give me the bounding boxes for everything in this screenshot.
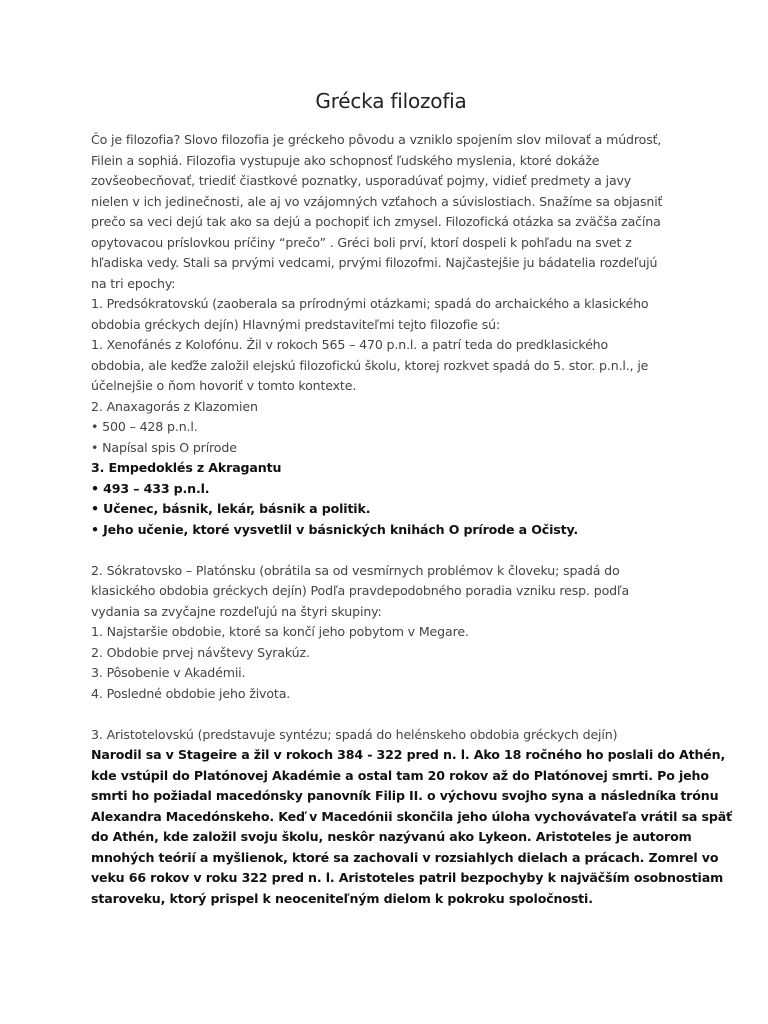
document-body bbox=[91, 130, 732, 909]
text-line: Alexandra Macedónskeho. Keď v Macedónii skončila jeho úloha vychovávateľa vrátil sa späť bbox=[91, 808, 732, 824]
text-line: opytovacou príslovkou príčiny “prečo” . Gréci boli prví, ktorí dospeli k pohľadu na svet z bbox=[91, 234, 632, 250]
text-line: zovšeobecňovať, triediť čiastkové poznatky, usporadúvať pojmy, vidieť predmety a javy bbox=[91, 173, 632, 188]
text-line: veku 66 rokov v roku 322 pred n. l. Aristoteles patril bezpochyby k najväčším osobnostiam bbox=[91, 870, 724, 885]
text-line: nielen v ich jedinečnosti, ale aj vo vzájomných vzťahoch a súvislostiach. Snažíme sa objasniť bbox=[91, 193, 663, 209]
text-line: 1. Najstaršie obdobie, ktoré sa končí jeho pobytom v Megare. bbox=[91, 624, 469, 639]
text-line: účelnejšie o ňom hovoriť v tomto kontexte. bbox=[91, 378, 357, 393]
text-line: staroveku, ktorý prispel k neoceniteľným dielom k pokroku spoločnosti. bbox=[91, 890, 593, 906]
document-title: Grécka filozofia bbox=[315, 89, 467, 113]
text-line: • Učenec, básnik, lekár, básnik a politik. bbox=[91, 501, 371, 516]
text-line: obdobia, ale keďže založil elejskú filozofickú školu, ktorej rozkvet spadá do 5. stor. p.n.l., je bbox=[91, 357, 649, 373]
text-line: kde vstúpil do Platónovej Akadémie a ostal tam 20 rokov až do Platónovej smrti. Po jeho bbox=[91, 767, 709, 783]
text-line: 2. Anaxagorás z Klazomien bbox=[91, 398, 258, 414]
text-line: 2. Obdobie prvej návštevy Syrakúz. bbox=[91, 644, 310, 660]
text-line: • Jeho učenie, ktoré vysvetlil v básnických knihách O prírode a Očisty. bbox=[91, 521, 579, 537]
text-line: smrti ho požiadal macedónsky panovník Filip II. o výchovu svojho syna a následníka trónu bbox=[91, 788, 719, 803]
document-page bbox=[91, 88, 732, 909]
text-line: • 493 – 433 p.n.l. bbox=[91, 480, 210, 496]
text-line: 2. Sókratovsko – Platónsku (obrátila sa od vesmírnych problémov k človeku; spadá do bbox=[91, 562, 620, 578]
text-line: hľadiska vedy. Stali sa prvými vedcami, prvými filozofmi. Najčastejšie ju bádatelia rozdeľujú bbox=[91, 255, 658, 270]
paragraph-gap bbox=[91, 704, 691, 725]
text-line: mnohých teórií a myšlienok, ktoré sa zachovali v rozsiahlych dielach a prácach. Zomrel vo bbox=[91, 849, 719, 865]
text-line: Čo je filozofia? Slovo filozofia je gréckeho pôvodu a vzniklo spojením slov milovať a múdrosť, bbox=[91, 132, 662, 147]
text-line: 3. Aristotelovskú (predstavuje syntézu; spadá do helénskeho obdobia gréckych dejín) bbox=[91, 726, 618, 742]
text-line: obdobia gréckych dejín) Hlavnými predstaviteľmi tejto filozofie sú: bbox=[91, 316, 501, 332]
text-line: 4. Posledné obdobie jeho života. bbox=[91, 685, 291, 701]
text-line: 3. Empedoklés z Akragantu bbox=[91, 460, 282, 475]
text-line: prečo sa veci dejú tak ako sa dejú a pochopiť ich zmysel. Filozofická otázka sa zväčša začína bbox=[91, 214, 661, 229]
text-line: • Napísal spis O prírode bbox=[91, 439, 237, 455]
text-line: Narodil sa v Stageire a žil v rokoch 384 - 322 pred n. l. Ako 18 ročného ho poslali do Athén, bbox=[91, 747, 726, 762]
text-line: 1. Xenofánés z Kolofónu. Žil v rokoch 565 – 470 p.n.l. a patrí teda do predklasického bbox=[91, 337, 609, 352]
text-line: klasického obdobia gréckych dejín) Podľa pravdepodobného poradia vzniku resp. podľa bbox=[91, 583, 630, 598]
text-line: • 500 – 428 p.n.l. bbox=[91, 419, 198, 434]
text-line: na tri epochy: bbox=[91, 275, 176, 291]
text-line: 1. Predsókratovskú (zaoberala sa prírodnými otázkami; spadá do archaického a klasického bbox=[91, 296, 649, 311]
text-line: 3. Pôsobenie v Akadémii. bbox=[91, 665, 246, 680]
paragraph-gap bbox=[91, 540, 691, 561]
text-line: do Athén, kde založil svoju školu, neskôr nazývanú ako Lykeon. Aristoteles je autorom bbox=[91, 829, 692, 844]
text-line: Filein a sophiá. Filozofia vystupuje ako schopnosť ľudského myslenia, ktoré dokáže bbox=[91, 152, 600, 168]
text-line: vydania sa zvyčajne rozdeľujú na štyri skupiny: bbox=[91, 603, 382, 619]
